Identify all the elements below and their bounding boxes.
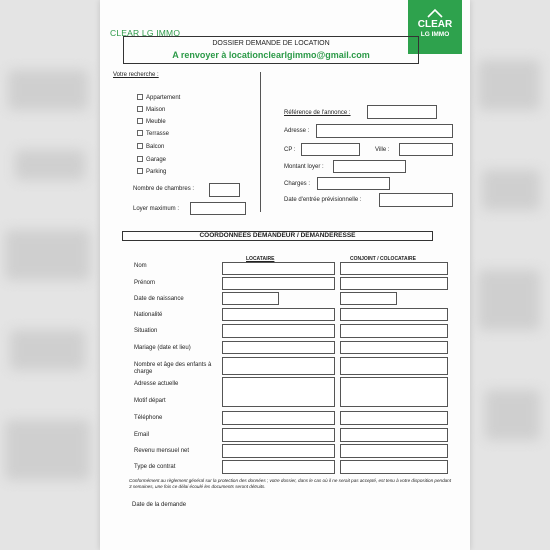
logo-line-1: CLEAR bbox=[417, 19, 453, 30]
background-blur bbox=[478, 60, 540, 110]
column-header-tenant: LOCATAIRE bbox=[246, 256, 275, 262]
row-label-birthdate: Date de naissance bbox=[134, 296, 184, 302]
house-icon bbox=[427, 8, 443, 18]
charges-label: Charges : bbox=[284, 181, 311, 187]
spouse-income-input[interactable] bbox=[340, 444, 448, 458]
rent-input[interactable] bbox=[333, 160, 406, 173]
column-header-spouse: CONJOINT / COLOCATAIRE bbox=[350, 256, 416, 262]
spouse-marriage-input[interactable] bbox=[340, 341, 448, 354]
background-blur bbox=[15, 150, 85, 180]
rent-max-input[interactable] bbox=[190, 202, 246, 215]
tenant-phone-input[interactable] bbox=[222, 411, 335, 425]
checkbox-garage[interactable] bbox=[137, 156, 143, 162]
return-email[interactable]: A renvoyer à locationclearlgimmo@gmail.com bbox=[172, 50, 370, 60]
entry-date-label: Date d'entrée prévisionnelle : bbox=[284, 197, 362, 203]
tenant-nationality-input[interactable] bbox=[222, 308, 335, 321]
spouse-phone-input[interactable] bbox=[340, 411, 448, 425]
column-divider bbox=[260, 72, 261, 212]
background-blur bbox=[10, 330, 85, 370]
city-label: Ville : bbox=[375, 147, 390, 153]
type-label: Parking bbox=[146, 169, 167, 175]
background-blur bbox=[485, 390, 540, 440]
rent-label: Montant loyer : bbox=[284, 164, 324, 170]
tenant-situation-input[interactable] bbox=[222, 324, 335, 338]
logo-line-2: LG IMMO bbox=[420, 31, 450, 38]
checkbox-meuble[interactable] bbox=[137, 118, 143, 124]
row-label-nationality: Nationalité bbox=[134, 312, 163, 318]
spouse-nom-input[interactable] bbox=[340, 262, 448, 275]
checkbox-terrasse[interactable] bbox=[137, 130, 143, 136]
background-blur bbox=[5, 230, 90, 280]
spouse-email-input[interactable] bbox=[340, 428, 448, 442]
row-label-contract: Type de contrat bbox=[134, 464, 176, 470]
entry-date-input[interactable] bbox=[379, 193, 453, 207]
reference-input[interactable] bbox=[367, 105, 437, 119]
type-label: Garage bbox=[146, 157, 167, 163]
document-header bbox=[123, 36, 419, 64]
row-label-prenom: Prénom bbox=[134, 280, 156, 286]
spouse-contract-input[interactable] bbox=[340, 460, 448, 474]
spouse-address-input[interactable] bbox=[340, 377, 448, 407]
background-blur bbox=[8, 70, 88, 110]
brand-name: CLEAR LG IMMO bbox=[110, 28, 181, 38]
checkbox-maison[interactable] bbox=[137, 106, 143, 112]
background-blur bbox=[482, 170, 540, 210]
row-label-children: Nombre et âge des enfants à charge bbox=[134, 362, 212, 375]
reference-label: Référence de l'annonce : bbox=[284, 110, 351, 116]
checkbox-parking[interactable] bbox=[137, 168, 143, 174]
tenant-marriage-input[interactable] bbox=[222, 341, 335, 354]
background-blur bbox=[5, 420, 90, 480]
background-blur bbox=[478, 270, 540, 330]
tenant-prenom-input[interactable] bbox=[222, 277, 335, 290]
spouse-birthdate-input[interactable] bbox=[340, 292, 397, 305]
address-label: Adresse : bbox=[284, 128, 310, 134]
checkbox-balcon[interactable] bbox=[137, 143, 143, 149]
rooms-input[interactable] bbox=[209, 183, 240, 197]
tenant-nom-input[interactable] bbox=[222, 262, 335, 275]
document-title: DOSSIER DEMANDE DE LOCATION bbox=[212, 40, 330, 47]
rooms-label: Nombre de chambres : bbox=[133, 186, 195, 192]
applicant-section-title: COORDONNEES DEMANDEUR / DEMANDERESSE bbox=[122, 231, 433, 241]
row-label-marriage: Mariage (date et lieu) bbox=[134, 345, 191, 351]
row-label-income: Revenu mensuel net bbox=[134, 448, 190, 454]
city-input[interactable] bbox=[399, 143, 453, 156]
spouse-situation-input[interactable] bbox=[340, 324, 448, 338]
tenant-children-input[interactable] bbox=[222, 357, 335, 375]
tenant-birthdate-input[interactable] bbox=[222, 292, 279, 305]
tenant-contract-input[interactable] bbox=[222, 460, 335, 474]
request-date-label: Date de la demande bbox=[132, 502, 187, 508]
rent-max-label: Loyer maximum : bbox=[133, 206, 180, 212]
tenant-email-input[interactable] bbox=[222, 428, 335, 442]
type-label: Maison bbox=[146, 107, 166, 113]
charges-input[interactable] bbox=[317, 177, 390, 190]
checkbox-appartement[interactable] bbox=[137, 94, 143, 100]
spouse-children-input[interactable] bbox=[340, 357, 448, 375]
row-label-situation: Situation bbox=[134, 328, 158, 334]
type-label: Balcon bbox=[146, 144, 165, 150]
search-heading: Votre recherche : bbox=[113, 72, 159, 78]
row-label-nom: Nom bbox=[134, 263, 147, 269]
tenant-income-input[interactable] bbox=[222, 444, 335, 458]
row-label-phone: Téléphone bbox=[134, 415, 163, 421]
type-label: Appartement bbox=[146, 95, 181, 101]
type-label: Terrasse bbox=[146, 131, 170, 137]
type-label: Meuble bbox=[146, 119, 166, 125]
row-label-departure-reason: Motif départ bbox=[134, 398, 166, 404]
cp-input[interactable] bbox=[301, 143, 360, 156]
gdpr-note: Conformément au règlement général sur la protection des données ; votre dossier, dans le cas où il ne serait pas accepté, est tenu à votre disposition pendant 3 semaines, une fois ce délai écoulé les documents seront détruits. bbox=[129, 478, 452, 489]
spouse-nationality-input[interactable] bbox=[340, 308, 448, 321]
application-form-page bbox=[100, 0, 470, 550]
row-label-email: Email bbox=[134, 432, 150, 438]
row-label-current-address: Adresse actuelle bbox=[134, 381, 179, 387]
address-input[interactable] bbox=[316, 124, 453, 138]
tenant-address-input[interactable] bbox=[222, 377, 335, 407]
cp-label: CP : bbox=[284, 147, 296, 153]
spouse-prenom-input[interactable] bbox=[340, 277, 448, 290]
